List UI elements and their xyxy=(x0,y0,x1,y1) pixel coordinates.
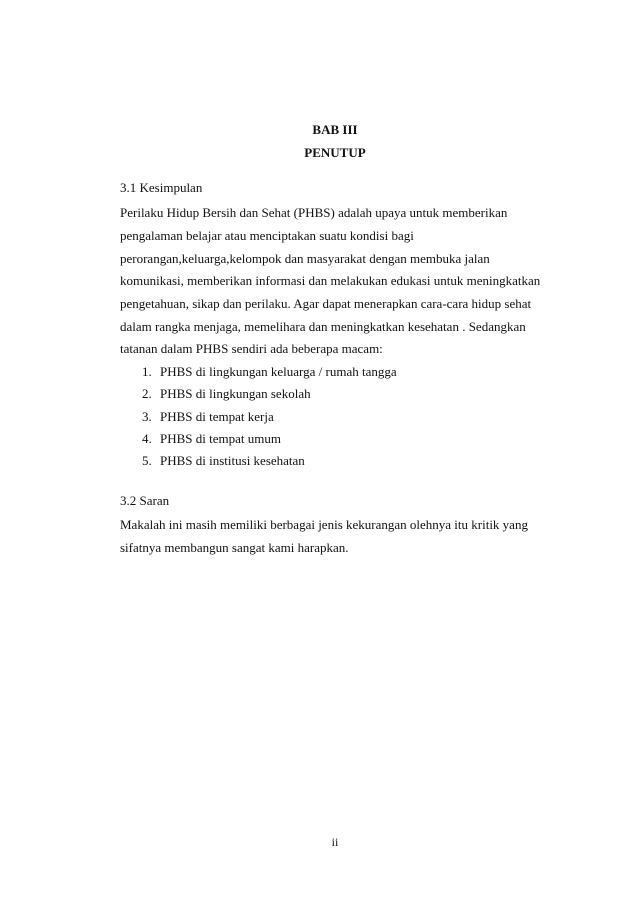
section-heading-conclusion: 3.1 Kesimpulan xyxy=(120,180,203,195)
page-number: ii xyxy=(331,835,339,849)
paragraph-line: pengetahuan, sikap dan perilaku. Agar dapat menerapkan cara-cara hidup sehat xyxy=(120,296,532,311)
list-item-number: 5. xyxy=(142,453,152,468)
list-item-number: 4. xyxy=(142,431,152,446)
paragraph-line: sifatnya membangun sangat kami harapkan. xyxy=(120,540,349,555)
list-item xyxy=(142,386,311,402)
section-heading-suggestion: 3.2 Saran xyxy=(120,493,170,508)
list-item xyxy=(142,409,274,425)
list-item-text: PHBS di tempat umum xyxy=(160,431,281,446)
paragraph-line: komunikasi, memberikan informasi dan melakukan edukasi untuk meningkatkan xyxy=(120,273,541,288)
list-item-number: 1. xyxy=(142,364,152,379)
paragraph-line: perorangan,keluarga,kelompok dan masyarakat dengan membuka jalan xyxy=(120,251,490,266)
paragraph-line: Makalah ini masih memiliki berbagai jenis kekurangan olehnya itu kritik yang xyxy=(120,517,528,532)
list-item-number: 2. xyxy=(142,386,152,401)
list-item xyxy=(142,453,305,469)
chapter-title: PENUTUP xyxy=(304,145,366,160)
list-item-text: PHBS di lingkungan keluarga / rumah tangga xyxy=(160,364,397,379)
paragraph-line: Perilaku Hidup Bersih dan Sehat (PHBS) adalah upaya untuk memberikan xyxy=(120,205,508,220)
list-item xyxy=(142,431,281,447)
list-item-text: PHBS di lingkungan sekolah xyxy=(160,386,311,401)
list-item-text: PHBS di tempat kerja xyxy=(160,409,274,424)
paragraph-line: tatanan dalam PHBS sendiri ada beberapa macam: xyxy=(120,341,383,356)
list-item-number: 3. xyxy=(142,409,152,424)
paragraph-line: pengalaman belajar atau menciptakan suatu kondisi bagi xyxy=(120,228,414,243)
list-item-text: PHBS di institusi kesehatan xyxy=(160,453,305,468)
list-item xyxy=(142,364,397,380)
paragraph-line: dalam rangka menjaga, memelihara dan meningkatkan kesehatan . Sedangkan xyxy=(120,319,526,334)
chapter-number: BAB III xyxy=(312,122,358,137)
